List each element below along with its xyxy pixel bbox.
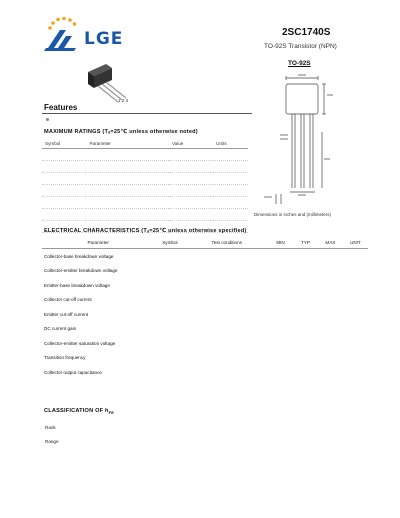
features-divider [42,113,252,114]
param-iebo: Emitter cut-off current [44,311,89,317]
table-row [42,161,248,173]
param-cob: Collector output capacitance [44,369,102,375]
rank-label: Rank [45,424,56,430]
col-value: Value [169,138,213,149]
table-row [42,249,368,264]
param-vcbo: Collector-base breakdown voltage [44,253,114,259]
max-ratings-table [42,138,248,233]
param-hfe: DC current gain [44,326,77,332]
range-label: Range [45,438,59,444]
col-symbol: Symbol [154,237,185,249]
part-number: 2SC1740S [282,27,331,38]
table-row [42,351,368,366]
package-label: TO-92S [288,60,311,67]
col-parameter: Parameter [42,237,154,249]
features-heading: Features [44,103,78,112]
brand-name: LGE [84,29,124,49]
transistor-image [78,58,148,106]
logo-sun-icon [40,14,82,54]
table-row [42,185,248,197]
col-parameter: Parameter [86,138,168,149]
pin-numbers: 1 2 3 [118,98,129,103]
table-row [42,365,368,380]
table-row [42,336,368,351]
table-row [42,173,248,185]
classification-table [44,420,354,448]
table-row [44,434,354,448]
feature-bullet-icon [46,118,49,121]
package-outline-icon [262,72,362,212]
param-vebo: Emitter-base breakdown voltage [44,282,110,288]
transistor-icon [78,58,148,106]
table-row [42,149,248,161]
table-row [42,264,368,279]
company-logo [40,14,140,54]
table-row [42,197,248,209]
table-row [42,209,248,221]
col-unit: UNIT [343,237,368,249]
col-min: MIN [268,237,293,249]
param-ft: Transition frequency [44,355,86,361]
electrical-title: ELECTRICAL CHARACTERISTICS (Tₐ=25℃ unless otherwise specified) [44,228,247,234]
package-drawing [262,72,362,212]
table-row [42,278,368,293]
col-test-conditions: Test conditions [185,237,268,249]
col-symbol: Symbol [42,138,86,149]
table-row [44,420,354,434]
param-vceo: Collector-emitter breakdown voltage [44,268,118,274]
electrical-table [42,237,368,380]
table-row [42,307,368,322]
table-row [42,293,368,308]
col-units: Units [213,138,248,149]
product-subtitle: TO-92S Transistor (NPN) [264,43,337,50]
param-icbo: Collector cut-off current [44,297,92,303]
col-typ: TYP [293,237,318,249]
table-row [42,322,368,337]
max-ratings-title: MAXIMUM RATINGS (Tₐ=25℃ unless otherwise noted) [44,129,198,135]
classification-title: CLASSIFICATION OF $h_{FE}$ [44,408,115,416]
dimensions-note: Dimensions in inches and (millimeters) [254,212,332,217]
col-max: MAX [318,237,343,249]
param-vcesat: Collector-emitter saturation voltage [44,340,116,346]
